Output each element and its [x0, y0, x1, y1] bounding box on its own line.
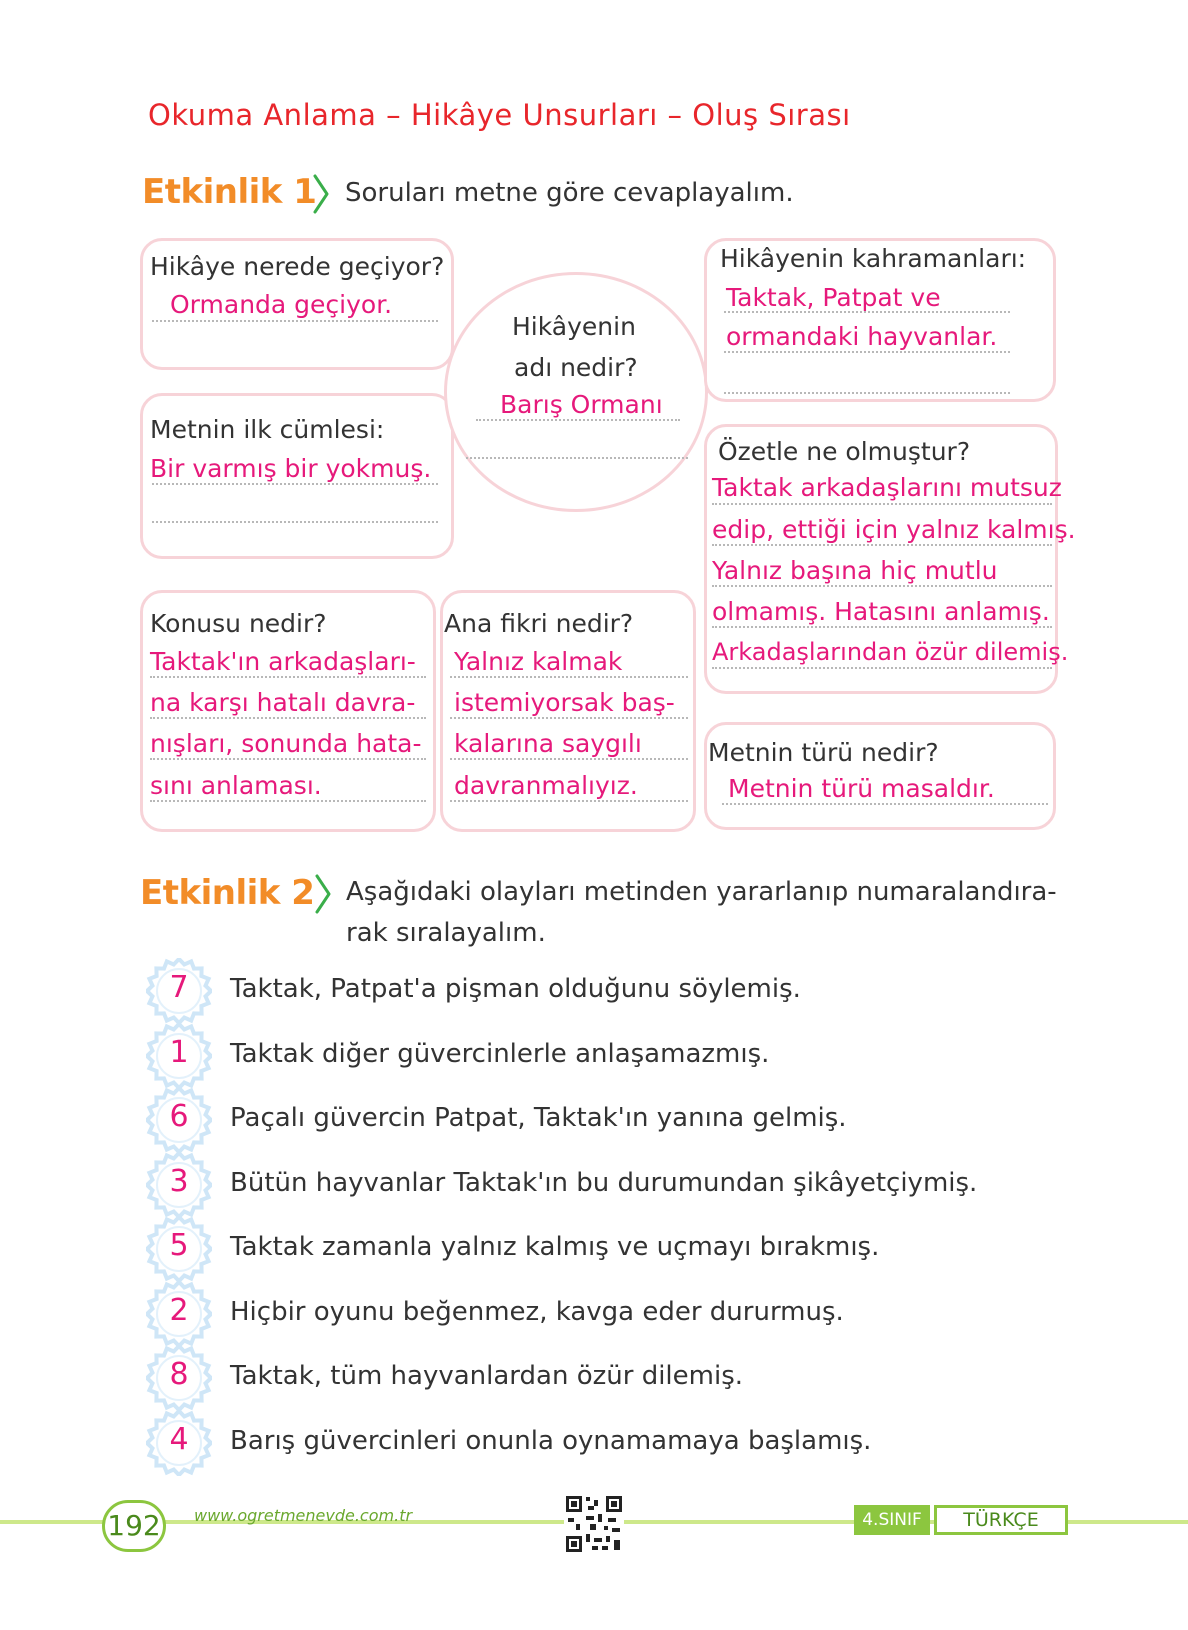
- answer-line: [450, 758, 688, 760]
- answer-line: [150, 676, 426, 678]
- topic-question: Konusu nedir?: [150, 609, 327, 638]
- event-order-number[interactable]: 1: [169, 1034, 189, 1070]
- characters-question: Hikâyenin kahramanları:: [720, 244, 1027, 273]
- topic-answer-1[interactable]: Taktak'ın arkadaşları-: [150, 647, 416, 676]
- main-idea-answer-4[interactable]: davranmalıyız.: [454, 771, 638, 800]
- answer-line: [152, 483, 438, 485]
- characters-answer-1[interactable]: Taktak, Patpat ve: [726, 283, 941, 312]
- main-idea-question: Ana fikri nedir?: [444, 609, 634, 638]
- answer-line: [450, 717, 688, 719]
- genre-answer[interactable]: Metnin türü masaldır.: [728, 774, 995, 803]
- answer-line: [150, 717, 426, 719]
- main-idea-answer-2[interactable]: istemiyorsak baş-: [454, 688, 675, 717]
- genre-question: Metnin türü nedir?: [708, 738, 939, 767]
- topic-answer-4[interactable]: sını anlaması.: [150, 771, 322, 800]
- answer-line: [450, 676, 688, 678]
- answer-line: [722, 803, 1048, 805]
- where-answer[interactable]: Ormanda geçiyor.: [170, 290, 393, 319]
- event-order-number[interactable]: 5: [169, 1228, 189, 1263]
- activity-2-label: Etkinlik 2: [140, 873, 315, 913]
- event-text: Taktak, Patpat'a pişman olduğunu söylemiş.: [230, 974, 801, 1004]
- answer-line: [152, 521, 438, 523]
- where-question: Hikâye nerede geçiyor?: [150, 252, 445, 281]
- answer-line: [450, 800, 688, 802]
- event-text: Barış güvercinleri onunla oynamamaya başlamış.: [230, 1425, 872, 1456]
- event-text: Taktak zamanla yalnız kalmış ve uçmayı bırakmış.: [230, 1232, 880, 1262]
- subject-badge: TÜRKÇE: [934, 1505, 1068, 1535]
- answer-line: [152, 320, 438, 322]
- event-text: Taktak diğer güvercinlerle anlaşamazmış.: [230, 1038, 770, 1069]
- activity-2-instruction-1: Aşağıdaki olayları metinden yararlanıp numaralandıra-: [346, 877, 1057, 907]
- event-order-number[interactable]: 3: [169, 1163, 189, 1199]
- event-order-number[interactable]: 6: [169, 1099, 189, 1134]
- answer-line: [724, 311, 1010, 313]
- answer-line: [712, 585, 1052, 587]
- topic-answer-2[interactable]: na karşı hatalı davra-: [150, 688, 416, 717]
- qr-code-icon[interactable]: [564, 1494, 624, 1554]
- chevron-right-icon: [312, 174, 330, 214]
- activity-1-instruction: Soruları metne göre cevaplayalım.: [345, 178, 794, 208]
- activity-2-instruction-2: rak sıralayalım.: [346, 918, 546, 948]
- story-name-question-1: Hikâyenin: [512, 312, 636, 341]
- event-text: Taktak, tüm hayvanlardan özür dilemiş.: [230, 1361, 744, 1391]
- summary-answer-1[interactable]: Taktak arkadaşlarını mutsuz: [712, 473, 1062, 502]
- topic-answer-3[interactable]: nışları, sonunda hata-: [150, 729, 422, 758]
- story-name-answer[interactable]: Barış Ormanı: [500, 390, 663, 419]
- page-title: Okuma Anlama – Hikâye Unsurları – Oluş Sırası: [148, 98, 851, 132]
- summary-answer-4[interactable]: olmamış. Hatasını anlamış.: [712, 597, 1050, 626]
- answer-line: [712, 544, 1052, 546]
- footer-url[interactable]: www.ogretmenevde.com.tr: [194, 1506, 413, 1525]
- main-idea-answer-1[interactable]: Yalnız kalmak: [454, 647, 623, 676]
- event-order-number[interactable]: 8: [169, 1357, 189, 1392]
- event-order-number[interactable]: 2: [169, 1292, 189, 1328]
- answer-line: [466, 457, 688, 459]
- answer-line: [476, 419, 680, 421]
- answer-line: [712, 667, 1052, 669]
- answer-line: [150, 758, 426, 760]
- first-sentence-question: Metnin ilk cümlesi:: [150, 415, 385, 444]
- event-order-number[interactable]: 4: [169, 1421, 189, 1457]
- main-idea-answer-3[interactable]: kalarına saygılı: [454, 729, 642, 758]
- event-text: Hiçbir oyunu beğenmez, kavga eder dururmuş.: [230, 1296, 844, 1327]
- activity-1-label: Etkinlik 1: [142, 172, 317, 212]
- answer-line: [712, 503, 1052, 505]
- story-name-question-2: adı nedir?: [514, 353, 638, 382]
- summary-answer-5[interactable]: Arkadaşlarından özür dilemiş.: [712, 638, 1069, 666]
- summary-question: Özetle ne olmuştur?: [718, 437, 971, 466]
- answer-line: [150, 800, 426, 802]
- answer-line: [712, 626, 1052, 628]
- answer-line: [724, 351, 1010, 353]
- summary-answer-3[interactable]: Yalnız başına hiç mutlu: [712, 556, 998, 585]
- first-sentence-answer[interactable]: Bir varmış bir yokmuş.: [150, 454, 432, 483]
- event-text: Bütün hayvanlar Taktak'ın bu durumundan şikâyetçiymiş.: [230, 1167, 978, 1198]
- characters-answer-2[interactable]: ormandaki hayvanlar.: [726, 322, 998, 351]
- page-number: 192: [102, 1500, 166, 1552]
- answer-line: [724, 392, 1010, 394]
- summary-answer-2[interactable]: edip, ettiği için yalnız kalmış.: [712, 515, 1076, 544]
- event-text: Paçalı güvercin Patpat, Taktak'ın yanına gelmiş.: [230, 1103, 847, 1133]
- event-order-number[interactable]: 7: [169, 970, 189, 1005]
- chevron-right-icon: [314, 874, 332, 914]
- grade-badge: 4.SINIF: [854, 1505, 930, 1535]
